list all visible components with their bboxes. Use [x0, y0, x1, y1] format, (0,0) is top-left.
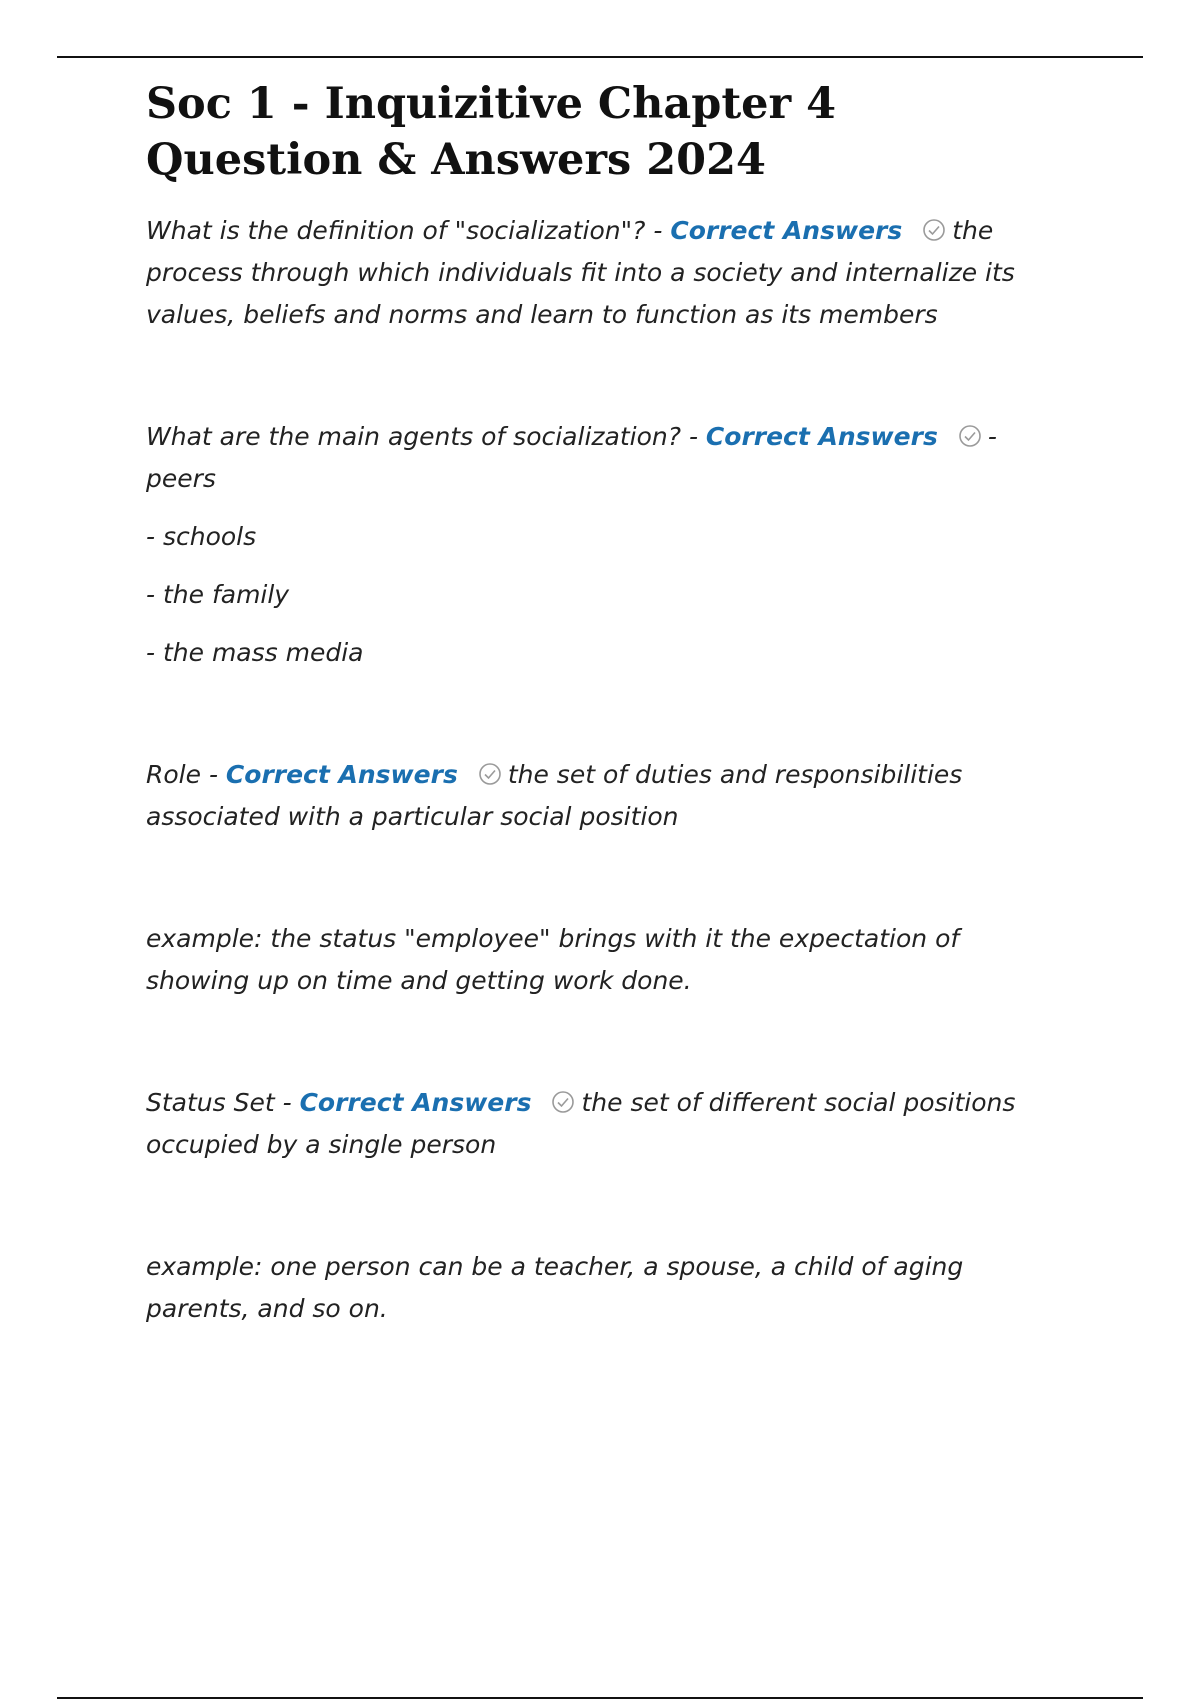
- list-item: - schools: [146, 522, 257, 551]
- correct-answers-label: Correct Answers: [670, 216, 903, 245]
- answer-text: the set of different social positions occupied by a single person: [146, 1088, 1016, 1159]
- qa-item-3: [146, 754, 1066, 838]
- top-rule: [57, 56, 1143, 58]
- question-text: Role -: [146, 760, 226, 789]
- question-text: What is the definition of "socialization"? -: [146, 216, 671, 245]
- question-text: What are the main agents of socialization? -: [146, 422, 706, 451]
- question-text: Status Set -: [146, 1088, 300, 1117]
- example-text: example: one person can be a teacher, a spouse, a child of aging parents, and so on.: [146, 1252, 964, 1323]
- list-item: - the family: [146, 580, 290, 609]
- qa-item-1: [146, 210, 1066, 336]
- check-circle-icon: [922, 218, 946, 242]
- correct-answers-label: Correct Answers: [299, 1088, 532, 1117]
- page-title: Soc 1 - Inquizitive Chapter 4 Question & Answers 2024: [146, 79, 837, 185]
- correct-answers-label: Correct Answers: [705, 422, 938, 451]
- bottom-rule: [57, 1697, 1143, 1699]
- qa-item-2: [146, 416, 1066, 500]
- answer-text: - peers: [146, 422, 997, 493]
- qa-item-4: [146, 1082, 1066, 1166]
- correct-answers-label: Correct Answers: [225, 760, 458, 789]
- check-circle-icon: [551, 1090, 575, 1114]
- answer-text: the set of duties and responsibilities associated with a particular social position: [146, 760, 963, 831]
- list-item: - the mass media: [146, 638, 364, 667]
- document-body: [146, 76, 1066, 1330]
- example-text: example: the status "employee" brings with it the expectation of showing up on time and getting work done.: [146, 924, 960, 995]
- answer-text: the process through which individuals fit into a society and internalize its values, beliefs and norms and learn to function as its members: [146, 216, 1015, 329]
- check-circle-icon: [958, 424, 982, 448]
- check-circle-icon: [478, 762, 502, 786]
